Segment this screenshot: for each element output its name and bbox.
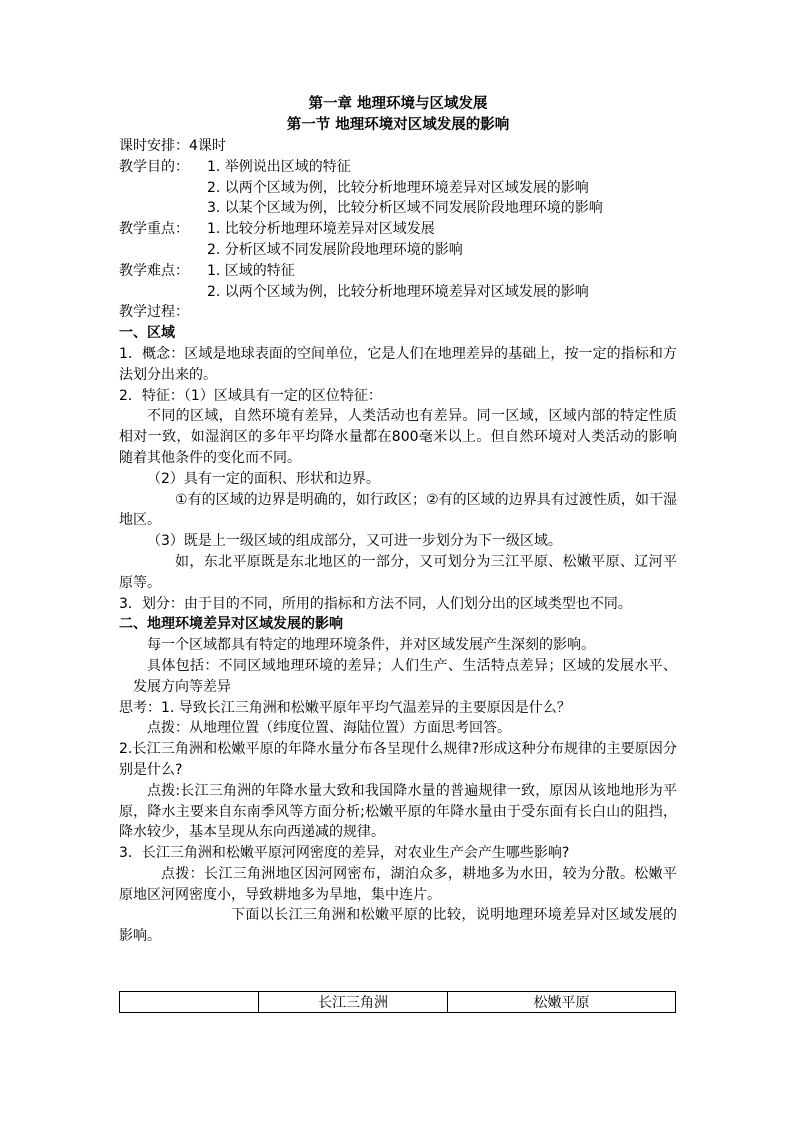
difficulty-item: 1. 区域的特征: [207, 262, 295, 279]
table-header-cell: [120, 992, 259, 1013]
table-header-cell: 松嫩平原: [448, 992, 676, 1013]
feature3-paragraph: 如，东北平原既是东北地区的一部分，又可划分为三江平原、松嫩平原、辽河平原等。: [119, 553, 677, 591]
feature1-paragraph: 不同的区域，自然环境有差异，人类活动也有差异。同一区域，区域内部的特定性质相对一致，如湿润区的多年平均降水量都在800毫米以上。但自然环境对人类活动的影响随着其他条件的变化而不同。: [119, 408, 677, 466]
process-label: 教学过程：: [119, 304, 189, 321]
difficulties-block: [119, 261, 677, 303]
feature-intro: 2．特征：（1）区域具有一定的区位特征：: [119, 387, 382, 404]
objectives-label: 教学目的：: [119, 158, 189, 175]
question-3: 3．长江三角洲和松嫩平原河网密度的差异，对农业生产会产生哪些影响?: [119, 845, 570, 862]
table-header-cell: 长江三角洲: [259, 992, 448, 1013]
section-heading-environment: 二、地理环境差异对区域发展的影响: [119, 616, 343, 633]
intro-paragraph: 每一个区域都具有特定的地理环境条件，并对区域发展产生深刻的影响。: [147, 637, 595, 654]
key-point-item: 2. 分析区域不同发展阶段地理环境的影响: [207, 241, 463, 258]
key-point-item: 1. 比较分析地理环境差异对区域发展: [207, 221, 435, 238]
difficulty-item: 2. 以两个区域为例，比较分析地理环境差异对区域发展的影响: [207, 283, 589, 300]
difficulties-label: 教学难点：: [119, 262, 189, 279]
comparison-lead: 下面以长江三角洲和松嫩平原的比较，说明地理环境差异对区域发展的影响。: [119, 907, 677, 945]
key-points-block: [119, 219, 677, 261]
feature3-heading: （3）既是上一级区域的组成部分，又可进一步划分为下一级区域。: [147, 533, 562, 550]
include-paragraph: 具体包括：不同区域地理环境的差异；人们生产、生活特点差异；区域的发展水平、发展方向等差异: [133, 657, 677, 695]
feature2-paragraph: ①有的区域的边界是明确的，如行政区；②有的区域的边界具有过渡性质，如干湿地区。: [119, 491, 677, 529]
answer-2: 点拨:长江三角洲的年降水量大致和我国降水量的普遍规律一致，原因从该地地形为平原，降水主要来自东南季风等方面分析;松嫩平原的年降水量由于受东面有长白山的阻挡，降水较少，基本呈现从东向西递减的规律。: [119, 782, 677, 841]
section-title: 第一节 地理环境对区域发展的影响: [286, 117, 510, 133]
division-paragraph: 3．划分：由于目的不同，所用的指标和方法不同，人们划分出的区域类型也不同。: [119, 595, 632, 612]
answer-1: 点拨：从地理位置（纬度位置、海陆位置）方面思考回答。: [147, 720, 511, 737]
table-header-row: [120, 992, 676, 1013]
key-points-label: 教学重点：: [119, 221, 189, 238]
objective-item: 1. 举例说出区域的特征: [207, 158, 351, 175]
feature2-heading: （2）具有一定的面积、形状和边界。: [147, 470, 380, 487]
concept-paragraph: 1．概念：区域是地球表面的空间单位，它是人们在地理差异的基础上，按一定的指标和方法划分出来的。: [119, 345, 677, 383]
comparison-table: [119, 991, 676, 1013]
document-body: [119, 94, 677, 947]
objectives-block: [119, 157, 677, 219]
section-heading-region: 一、区域: [119, 325, 175, 342]
answer-3: 点拨：长江三角洲地区因河网密布，湖泊众多，耕地多为水田，较为分散。松嫩平原地区河网密度小，导致耕地多为旱地，集中连片。: [119, 865, 677, 903]
question-1: 思考：1. 导致长江三角洲和松嫩平原年平均气温差异的主要原因是什么？: [119, 699, 571, 716]
schedule: 课时安排：4课时: [119, 138, 226, 154]
objective-item: 3. 以某个区域为例，比较分析区域不同发展阶段地理环境的影响: [207, 200, 603, 217]
chapter-title: 第一章 地理环境与区域发展: [308, 96, 488, 112]
question-2: 2.长江三角洲和松嫩平原的年降水量分布各呈现什么规律?形成这种分布规律的主要原因分别是什么?: [119, 741, 677, 778]
objective-item: 2. 以两个区域为例，比较分析地理环境差异对区域发展的影响: [207, 179, 589, 196]
